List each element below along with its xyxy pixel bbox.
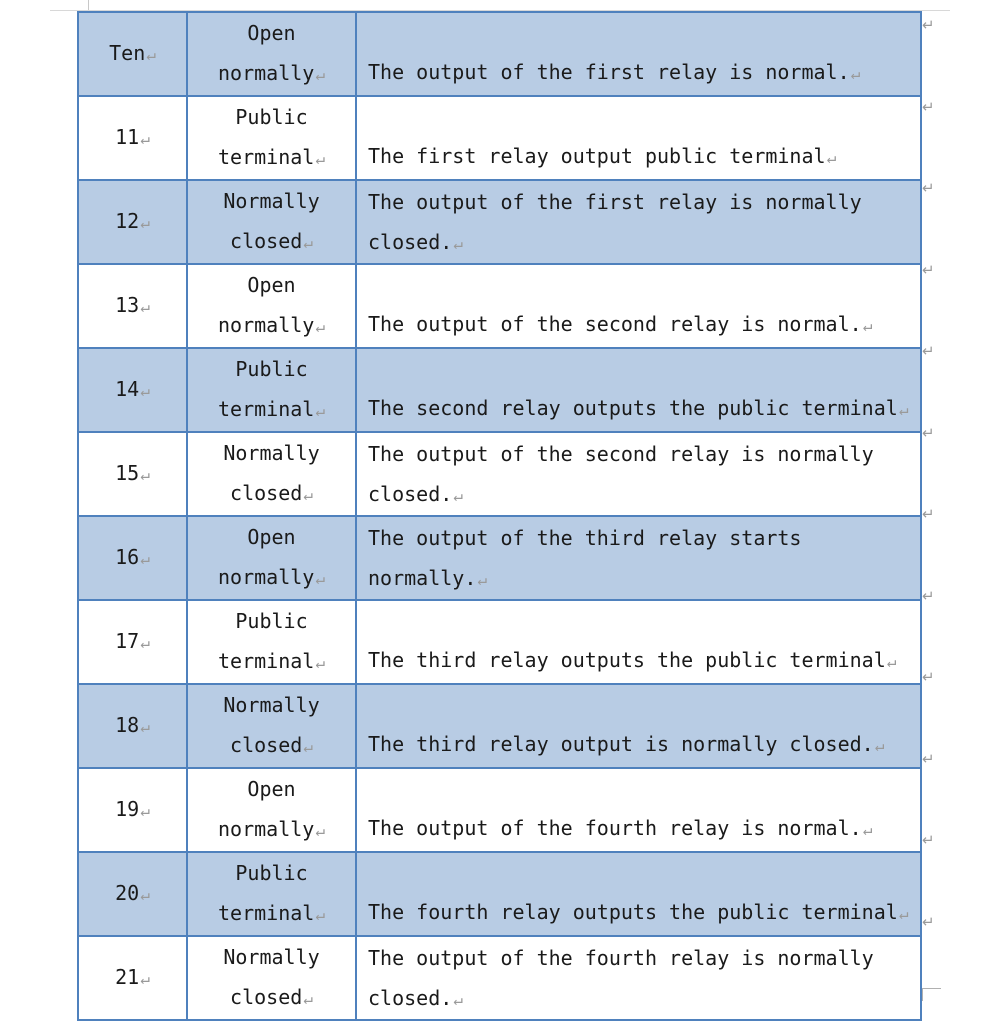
paragraph-mark: ↵ bbox=[140, 801, 150, 820]
terminal-function-line2-wrap bbox=[188, 305, 355, 347]
description-line2-wrap bbox=[368, 136, 920, 178]
description-line2-wrap bbox=[368, 808, 920, 850]
terminal-function-line2: normally bbox=[218, 817, 315, 841]
terminal-function-cell[interactable] bbox=[187, 180, 356, 264]
description-text bbox=[368, 266, 920, 346]
terminal-function-cell[interactable] bbox=[187, 852, 356, 936]
terminal-function-line2-wrap bbox=[188, 893, 355, 935]
paragraph-mark: ↵ bbox=[140, 465, 150, 484]
terminal-function-cell[interactable] bbox=[187, 348, 356, 432]
row-end-mark: ↵ bbox=[922, 423, 935, 442]
paragraph-mark: ↵ bbox=[453, 234, 463, 253]
row-end-mark: ↵ bbox=[922, 831, 935, 849]
table-body bbox=[78, 12, 921, 1020]
pin-number-cell[interactable] bbox=[78, 12, 187, 96]
pin-number-cell[interactable] bbox=[78, 684, 187, 768]
description-line2-wrap bbox=[368, 474, 920, 516]
row-end-mark: ↵ bbox=[922, 97, 935, 116]
paragraph-mark: ↵ bbox=[315, 317, 325, 336]
pin-number: Ten bbox=[109, 41, 146, 65]
table-row bbox=[78, 936, 921, 1020]
description-line2-wrap bbox=[368, 222, 920, 264]
paragraph-mark: ↵ bbox=[140, 549, 150, 568]
description-line1: The output of the first relay is normally bbox=[368, 190, 862, 214]
description-line2: The third relay outputs the public terminal bbox=[368, 648, 886, 672]
terminal-function-line2: closed bbox=[230, 985, 303, 1009]
terminal-function-line2: normally bbox=[218, 565, 315, 589]
paragraph-mark: ↵ bbox=[315, 401, 325, 420]
terminal-function-line2: closed bbox=[230, 229, 303, 253]
description-line2-wrap bbox=[368, 724, 920, 766]
description-line2-wrap bbox=[368, 640, 920, 682]
paragraph-mark: ↵ bbox=[477, 570, 488, 589]
table-row bbox=[78, 684, 921, 768]
table-row bbox=[78, 768, 921, 852]
terminal-function-line1: Open bbox=[247, 273, 296, 297]
terminal-function-line2-wrap bbox=[188, 977, 355, 1019]
description-text bbox=[368, 686, 920, 766]
paragraph-mark: ↵ bbox=[140, 885, 150, 904]
terminal-function-line2-wrap bbox=[188, 725, 355, 767]
row-end-mark: ↵ bbox=[922, 260, 935, 279]
paragraph-mark: ↵ bbox=[453, 486, 463, 505]
terminal-function-cell[interactable] bbox=[187, 432, 356, 516]
description-text bbox=[368, 518, 920, 598]
pin-number: 15 bbox=[115, 461, 140, 485]
terminal-function-line1: Normally bbox=[223, 693, 320, 717]
terminal-function-cell[interactable] bbox=[187, 684, 356, 768]
row-end-mark: ↵ bbox=[922, 912, 935, 931]
table-row bbox=[78, 516, 921, 600]
table-row bbox=[78, 264, 921, 348]
row-end-mark: ↵ bbox=[922, 668, 935, 686]
relay-terminal-table bbox=[77, 11, 922, 1021]
terminal-function-line2: terminal bbox=[218, 901, 315, 925]
terminal-function-line2-wrap bbox=[188, 557, 355, 599]
description-line2: The output of the first relay is normal. bbox=[368, 60, 850, 84]
terminal-function-line1: Public bbox=[235, 105, 308, 129]
row-end-mark: ↵ bbox=[922, 586, 935, 605]
terminal-function-line1: Public bbox=[235, 357, 308, 381]
table-row bbox=[78, 852, 921, 936]
row-end-mark: ↵ bbox=[922, 342, 935, 360]
terminal-function-line2: terminal bbox=[218, 397, 315, 421]
terminal-function-line2-wrap bbox=[188, 473, 355, 515]
terminal-function-cell[interactable] bbox=[187, 264, 356, 348]
description-cell[interactable] bbox=[356, 96, 921, 180]
description-line2-wrap bbox=[368, 892, 920, 934]
terminal-function-cell[interactable] bbox=[187, 936, 356, 1020]
pin-number: 11 bbox=[115, 125, 140, 149]
pin-number: 16 bbox=[115, 545, 140, 569]
paragraph-mark: ↵ bbox=[315, 653, 325, 672]
paragraph-mark: ↵ bbox=[315, 149, 325, 168]
pin-number: 17 bbox=[115, 629, 140, 653]
pin-number-cell[interactable] bbox=[78, 264, 187, 348]
description-line2: closed. bbox=[368, 482, 453, 506]
paragraph-mark: ↵ bbox=[140, 717, 150, 736]
paragraph-mark: ↵ bbox=[140, 213, 150, 232]
description-text bbox=[368, 14, 920, 94]
row-end-mark: ↵ bbox=[922, 16, 935, 34]
table-row bbox=[78, 96, 921, 180]
terminal-function-line2: closed bbox=[230, 481, 303, 505]
description-text bbox=[368, 350, 920, 430]
description-cell[interactable] bbox=[356, 852, 921, 936]
pin-number-cell[interactable] bbox=[78, 936, 187, 1020]
pin-number: 13 bbox=[115, 293, 140, 317]
description-text bbox=[368, 854, 920, 934]
paragraph-mark: ↵ bbox=[826, 148, 837, 167]
terminal-function-line1: Open bbox=[247, 21, 296, 45]
paragraph-mark: ↵ bbox=[315, 821, 325, 840]
terminal-function-line1: Normally bbox=[223, 441, 320, 465]
description-text bbox=[368, 98, 920, 178]
row-end-mark: ↵ bbox=[922, 749, 935, 768]
description-line2-wrap bbox=[368, 388, 920, 430]
paragraph-mark: ↵ bbox=[303, 233, 313, 252]
description-cell[interactable] bbox=[356, 600, 921, 684]
description-line2: closed. bbox=[368, 230, 453, 254]
description-line2: The fourth relay outputs the public terminal bbox=[368, 900, 898, 924]
terminal-function-line1: Public bbox=[235, 609, 308, 633]
description-cell[interactable] bbox=[356, 264, 921, 348]
description-text bbox=[368, 434, 920, 514]
table-row bbox=[78, 12, 921, 96]
pin-number: 19 bbox=[115, 797, 140, 821]
terminal-function-line2-wrap bbox=[188, 53, 355, 95]
terminal-function-line2: terminal bbox=[218, 145, 315, 169]
description-line2: The output of the fourth relay is normal. bbox=[368, 816, 862, 840]
description-line2-wrap bbox=[368, 558, 920, 600]
paragraph-mark: ↵ bbox=[140, 129, 150, 148]
terminal-function-line1: Open bbox=[247, 777, 296, 801]
description-cell[interactable] bbox=[356, 432, 921, 516]
pin-number: 21 bbox=[115, 965, 140, 989]
paragraph-mark: ↵ bbox=[140, 297, 150, 316]
paragraph-mark: ↵ bbox=[898, 400, 909, 419]
description-line2: normally. bbox=[368, 566, 477, 590]
pin-number: 12 bbox=[115, 209, 140, 233]
table-row bbox=[78, 180, 921, 264]
description-cell[interactable] bbox=[356, 684, 921, 768]
terminal-function-line2-wrap bbox=[188, 389, 355, 431]
pin-number: 18 bbox=[115, 713, 140, 737]
pin-number-cell[interactable] bbox=[78, 180, 187, 264]
description-text bbox=[368, 182, 920, 262]
terminal-function-line2: closed bbox=[230, 733, 303, 757]
description-line2-wrap bbox=[368, 304, 920, 346]
terminal-function-cell[interactable] bbox=[187, 768, 356, 852]
page-margin-tick bbox=[88, 0, 89, 10]
description-cell[interactable] bbox=[356, 180, 921, 264]
terminal-function-line1: Open bbox=[247, 525, 296, 549]
paragraph-mark: ↵ bbox=[140, 633, 150, 652]
paragraph-mark: ↵ bbox=[303, 485, 313, 504]
description-cell[interactable] bbox=[356, 936, 921, 1020]
terminal-function-line2-wrap bbox=[188, 137, 355, 179]
pin-number-cell[interactable] bbox=[78, 600, 187, 684]
paragraph-mark: ↵ bbox=[898, 904, 909, 923]
description-line2-wrap bbox=[368, 52, 920, 94]
pin-number: 20 bbox=[115, 881, 140, 905]
pin-number-cell[interactable] bbox=[78, 96, 187, 180]
paragraph-mark: ↵ bbox=[874, 736, 885, 755]
terminal-function-cell[interactable] bbox=[187, 516, 356, 600]
terminal-function-cell[interactable] bbox=[187, 600, 356, 684]
terminal-function-line1: Public bbox=[235, 861, 308, 885]
terminal-function-line2-wrap bbox=[188, 809, 355, 851]
table-row bbox=[78, 600, 921, 684]
terminal-function-cell[interactable] bbox=[187, 12, 356, 96]
row-end-mark: ↵ bbox=[922, 505, 935, 523]
description-line2: The first relay output public terminal bbox=[368, 144, 826, 168]
description-line2-wrap bbox=[368, 978, 920, 1020]
paragraph-mark: ↵ bbox=[140, 381, 150, 400]
description-text bbox=[368, 602, 920, 682]
description-text bbox=[368, 770, 920, 850]
description-line1: The output of the third relay starts bbox=[368, 526, 802, 550]
pin-number-cell[interactable] bbox=[78, 852, 187, 936]
terminal-function-line2: terminal bbox=[218, 649, 315, 673]
terminal-function-line2-wrap bbox=[188, 221, 355, 263]
description-text bbox=[368, 938, 920, 1018]
terminal-function-line1: Normally bbox=[223, 189, 320, 213]
paragraph-mark: ↵ bbox=[453, 990, 463, 1009]
description-line2: The output of the second relay is normal. bbox=[368, 312, 862, 336]
description-line1: The output of the second relay is normally bbox=[368, 442, 874, 466]
paragraph-mark: ↵ bbox=[850, 64, 861, 83]
pin-number-cell[interactable] bbox=[78, 768, 187, 852]
table-row bbox=[78, 348, 921, 432]
terminal-function-cell[interactable] bbox=[187, 96, 356, 180]
paragraph-mark: ↵ bbox=[303, 989, 313, 1008]
description-line2: The third relay output is normally closed. bbox=[368, 732, 874, 756]
pin-number: 14 bbox=[115, 377, 140, 401]
description-line2: closed. bbox=[368, 986, 453, 1010]
paragraph-mark: ↵ bbox=[862, 820, 873, 839]
paragraph-mark: ↵ bbox=[315, 905, 325, 924]
description-line1: The output of the fourth relay is normally bbox=[368, 946, 874, 970]
row-end-mark: ↵ bbox=[922, 179, 935, 197]
terminal-function-line1: Normally bbox=[223, 945, 320, 969]
terminal-function-line2: normally bbox=[218, 61, 315, 85]
paragraph-mark: ↵ bbox=[862, 316, 873, 335]
description-cell[interactable] bbox=[356, 768, 921, 852]
paragraph-mark: ↵ bbox=[886, 652, 897, 671]
paragraph-mark: ↵ bbox=[315, 65, 325, 84]
paragraph-mark: ↵ bbox=[146, 45, 156, 64]
paragraph-mark: ↵ bbox=[315, 569, 325, 588]
description-cell[interactable] bbox=[356, 516, 921, 600]
pin-number-cell[interactable] bbox=[78, 432, 187, 516]
description-cell[interactable] bbox=[356, 12, 921, 96]
paragraph-mark: ↵ bbox=[140, 969, 150, 988]
table-row bbox=[78, 432, 921, 516]
description-cell[interactable] bbox=[356, 348, 921, 432]
terminal-function-line2: normally bbox=[218, 313, 315, 337]
paragraph-mark: ↵ bbox=[303, 737, 313, 756]
terminal-function-line2-wrap bbox=[188, 641, 355, 683]
pin-number-cell[interactable] bbox=[78, 348, 187, 432]
page-corner-mark bbox=[922, 988, 941, 1001]
description-line2: The second relay outputs the public terminal bbox=[368, 396, 898, 420]
pin-number-cell[interactable] bbox=[78, 516, 187, 600]
